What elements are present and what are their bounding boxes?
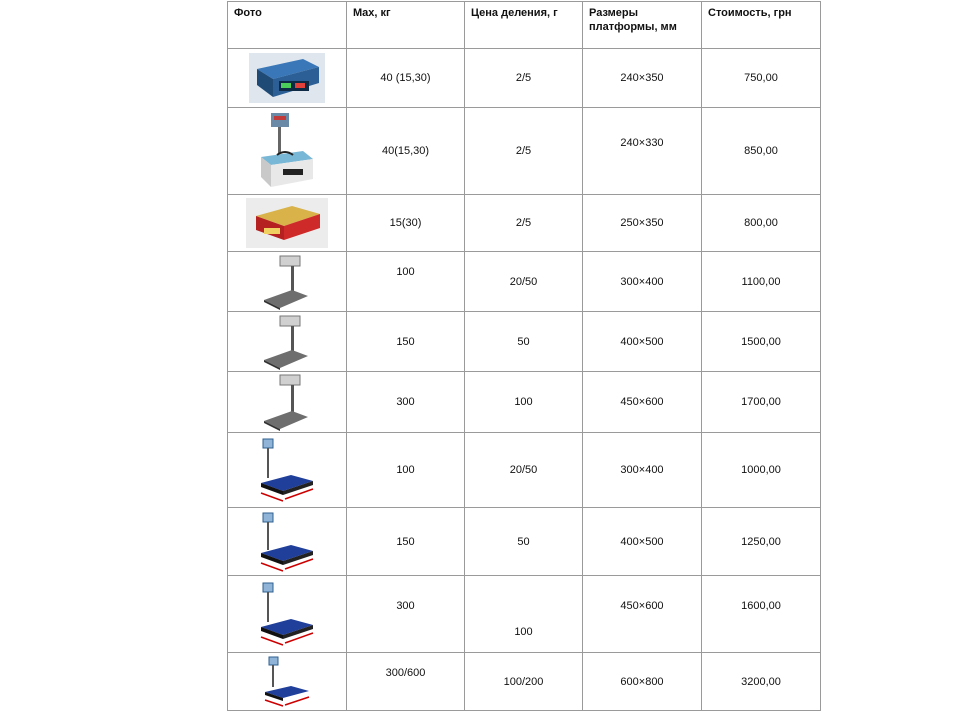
price-cell: 1100,00 — [702, 252, 821, 312]
product-photo-cell — [228, 312, 347, 372]
product-photo-cell — [228, 653, 347, 711]
max-cell: 300 — [347, 372, 465, 433]
division-cell: 100 — [465, 576, 583, 653]
platform-cell: 450×600 — [583, 576, 702, 653]
platform-scale-gray-image — [262, 314, 312, 370]
price-cell: 1600,00 — [702, 576, 821, 653]
product-photo-cell — [228, 252, 347, 312]
table-row — [228, 312, 821, 372]
max-cell: 100 — [347, 252, 465, 312]
price-cell: 800,00 — [702, 195, 821, 252]
table-row — [228, 195, 821, 252]
division-cell: 20/50 — [465, 252, 583, 312]
header-row — [228, 2, 821, 49]
division-cell: 100 — [465, 372, 583, 433]
platform-cell: 450×600 — [583, 372, 702, 433]
tabletop-scale-red-image — [246, 198, 328, 248]
table-row — [228, 108, 821, 195]
division-cell: 2/5 — [465, 108, 583, 195]
tabletop-scale-blue-image — [249, 53, 325, 103]
tabletop-scale-pole-image — [257, 111, 317, 191]
division-cell: 50 — [465, 312, 583, 372]
platform-scale-blue-image — [255, 511, 319, 573]
product-photo-cell — [228, 576, 347, 653]
product-photo-cell — [228, 508, 347, 576]
table-row — [228, 252, 821, 312]
price-cell: 3200,00 — [702, 653, 821, 711]
price-cell: 1500,00 — [702, 312, 821, 372]
max-cell: 100 — [347, 433, 465, 508]
platform-cell: 300×400 — [583, 433, 702, 508]
max-cell: 40(15,30) — [347, 108, 465, 195]
division-cell: 2/5 — [465, 195, 583, 252]
platform-cell: 400×500 — [583, 508, 702, 576]
table-row — [228, 49, 821, 108]
table-row — [228, 576, 821, 653]
max-cell: 40 (15,30) — [347, 49, 465, 108]
header-max: Max, кг — [347, 2, 465, 49]
platform-cell: 400×500 — [583, 312, 702, 372]
max-cell: 15(30) — [347, 195, 465, 252]
platform-cell: 300×400 — [583, 252, 702, 312]
price-cell: 1000,00 — [702, 433, 821, 508]
product-photo-cell — [228, 108, 347, 195]
product-photo-cell — [228, 49, 347, 108]
product-photo-cell — [228, 195, 347, 252]
table-row — [228, 653, 821, 711]
header-division: Цена деления, г — [465, 2, 583, 49]
platform-scale-gray-image — [262, 373, 312, 431]
platform-scale-blue-image — [255, 581, 319, 647]
table-row — [228, 508, 821, 576]
platform-scale-blue-image — [255, 437, 319, 503]
price-cell: 1700,00 — [702, 372, 821, 433]
header-platform: Размеры платформы, мм — [583, 2, 702, 49]
product-photo-cell — [228, 372, 347, 433]
price-table — [227, 1, 821, 711]
table-row — [228, 372, 821, 433]
max-cell: 300 — [347, 576, 465, 653]
product-photo-cell — [228, 433, 347, 508]
header-price: Стоимость, грн — [702, 2, 821, 49]
platform-cell: 250×350 — [583, 195, 702, 252]
table-row — [228, 433, 821, 508]
max-cell: 150 — [347, 312, 465, 372]
platform-scale-gray-image — [262, 254, 312, 310]
division-cell: 20/50 — [465, 433, 583, 508]
price-cell: 750,00 — [702, 49, 821, 108]
division-cell: 100/200 — [465, 653, 583, 711]
platform-scale-blue-image — [259, 656, 315, 708]
platform-cell: 240×330 — [583, 108, 702, 195]
division-cell: 2/5 — [465, 49, 583, 108]
division-cell: 50 — [465, 508, 583, 576]
price-cell: 850,00 — [702, 108, 821, 195]
price-cell: 1250,00 — [702, 508, 821, 576]
platform-cell: 600×800 — [583, 653, 702, 711]
max-cell: 150 — [347, 508, 465, 576]
header-photo: Фото — [228, 2, 347, 49]
platform-cell: 240×350 — [583, 49, 702, 108]
max-cell: 300/600 — [347, 653, 465, 711]
